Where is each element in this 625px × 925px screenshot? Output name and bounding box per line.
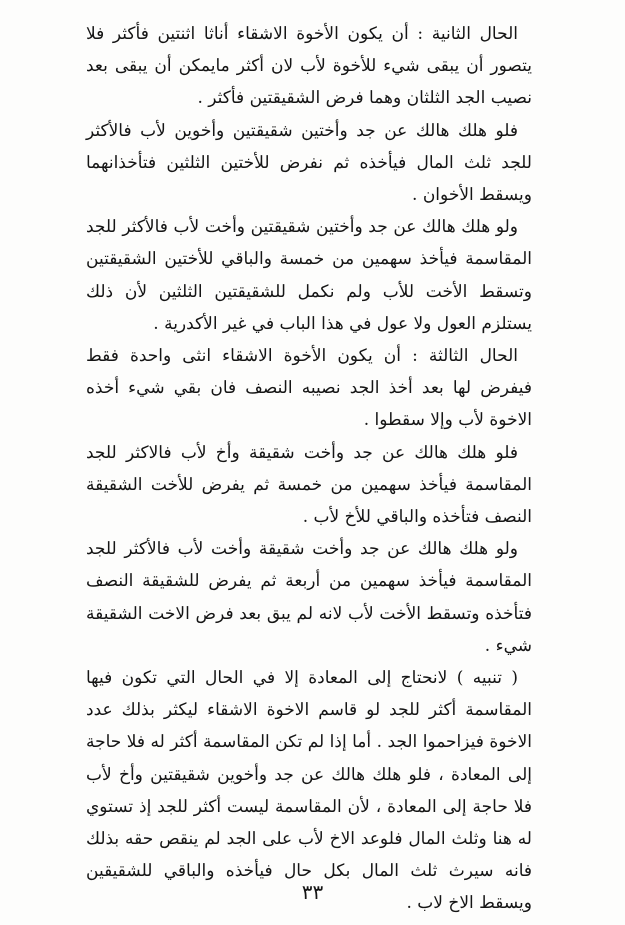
paragraph-example-two-sisters-paternal-sister: ولو هلك هالك عن جد وأختين شقيقتين وأخت لأب فالأكثر للجد المقاسمة فيأخذ سهمين من خمسة والباقي للأختين الشقيقتين وتسقط الأخت للأب ولم نكمل للشقيقتين الثلثين لأن ذلك يستلزم العول ولا عول في هذا الباب في غير الأكدرية . [86,217,532,334]
page-number: ٣٣ [301,880,324,904]
paragraph-note: ( تنبيه ) لانحتاج إلى المعادة إلا في الحال التي تكون فيها المقاسمة أكثر للجد لو قاسم الاخوة الاشقاء ليكثر بذلك عدد الاخوة فيزاحموا الجد . أما إذا لم تكن المقاسمة أكثر له فلا حاجة إلى المعادة ، فلو هلك هالك عن جد وأخوين شقيقتين وأخ لأب فلا حاجة إلى المعادة ، لأن المقاسمة ليست أكثر للجد إذ تستوي له هنا وثلث المال فلوعد الاخ لأب على الجد لم ينقص حقه بذلك فانه سيرث ثلث المال بكل حال فيأخذه والباقي للشقيقين ويسقط الاخ لاب . [86,668,532,914]
paragraph-example-sister-paternal-brother: فلو هلك هالك عن جد وأخت شقيقة وأخ لأب فالاكثر للجد المقاسمة فيأخذ سهمين من خمسة ثم يفرض للأخت الشقيقة النصف فتأخذه والباقي للأخ لأب . [86,442,532,528]
paragraph-second-case: الحال الثانية : أن يكون الأخوة الاشقاء أناثا اثنتين فأكثر فلا يتصور أن يبقى شيء للأخوة لأب لان أكثر مايمكن أن يبقى بعد نصيب الجد الثلثان وهما فرض الشقيقتين فأكثر . [86,24,532,109]
paragraph-example-sister-paternal-sister: ولو هلك هالك عن جد وأخت شقيقة وأخت لأب فالأكثر للجد المقاسمة فيأخذ سهمين من أربعة ثم يفرض للشقيقة النصف فتأخذه وتسقط الأخت لأب لانه لم يبق بعد فرض الاخت الشقيقة شيء . [86,539,532,656]
paragraph-example-two-sisters-two-brothers: فلو هلك هالك عن جد وأختين شقيقتين وأخوين لأب فالأكثر للجد ثلث المال فيأخذه ثم نفرض للأختين الثلثين فتأخذانهما ويسقط الأخوان . [86,120,532,206]
paragraph-third-case: الحال الثالثة : أن يكون الأخوة الاشقاء انثى واحدة فقط فيفرض لها بعد أخذ الجد نصيبه النصف فان بقي شيء أخذه الاخوة لأب وإلا سقطوا . [86,346,532,431]
page-body-text [86,18,532,920]
